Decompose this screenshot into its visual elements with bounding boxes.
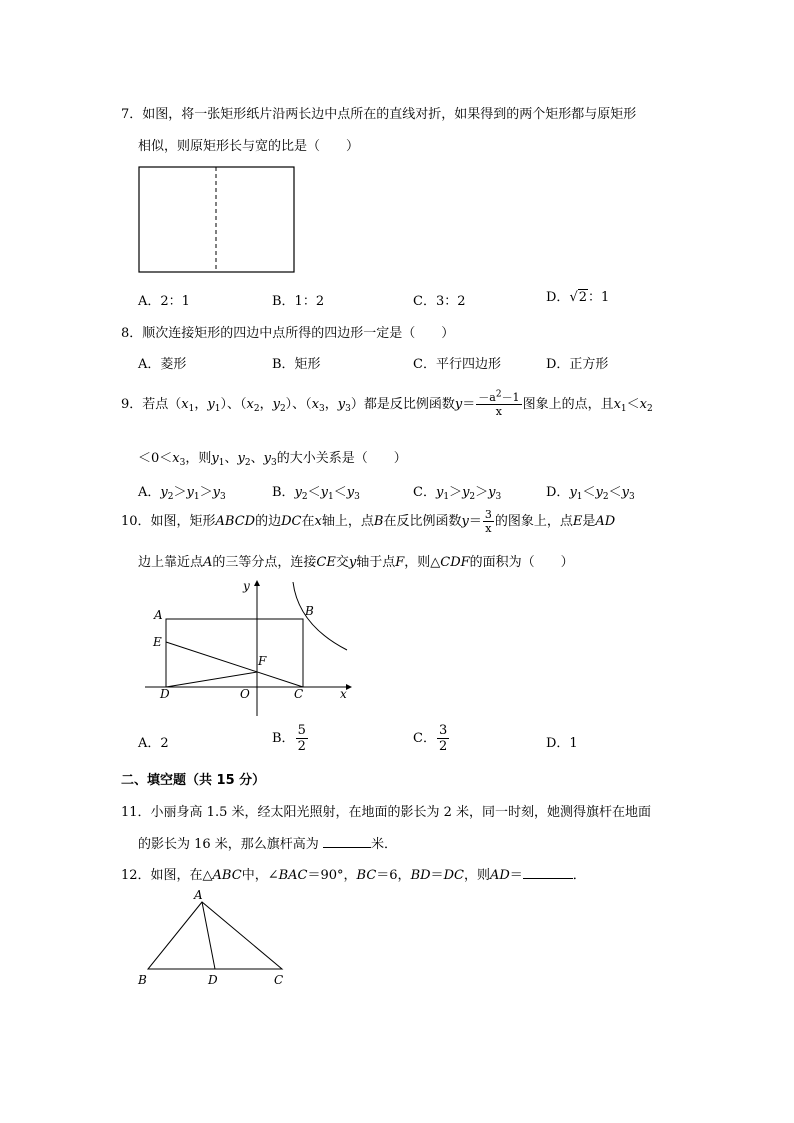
q8-option-b[interactable]: B．矩形 xyxy=(272,357,321,372)
q8-option-a[interactable]: A．菱形 xyxy=(138,357,187,372)
q11-answer-blank[interactable] xyxy=(323,835,371,848)
label-a: A xyxy=(154,608,163,622)
label-b: B xyxy=(138,973,147,987)
q10-option-a[interactable]: A．2 xyxy=(138,736,169,751)
q7-option-d[interactable] xyxy=(546,286,609,305)
q7-option-d-radicand: 2 xyxy=(578,290,588,305)
q10-option-d[interactable]: D．1 xyxy=(546,736,578,751)
label-d: D xyxy=(208,973,218,987)
q7-line1: 7．如图，将一张矩形纸片沿两长边中点所在的直线对折，如果得到的两个矩形都与原矩形 xyxy=(121,107,637,122)
q10-option-c[interactable]: C． $\frac{3}{2}$ xyxy=(413,723,448,754)
label-d: D xyxy=(160,687,170,701)
q7-line2: 相似，则原矩形长与宽的比是（ ） xyxy=(138,139,360,154)
x-axis-arrow xyxy=(346,684,352,690)
q12-figure xyxy=(134,884,294,989)
label-x: x xyxy=(340,687,347,701)
q12-answer-blank[interactable] xyxy=(523,866,573,879)
label-f: F xyxy=(258,654,267,668)
q9-line2: $<0<x_3$，则$y_1$、$y_2$、$y_3$的大小关系是（ ） xyxy=(138,451,407,468)
q10-option-b[interactable]: B． $\frac{5}{2}$ xyxy=(272,723,306,754)
label-a: A xyxy=(194,888,203,902)
triangle-abc xyxy=(148,902,282,969)
segment-df xyxy=(166,672,257,687)
q11-line1: 11．小丽身高 1.5 米，经太阳光照射，在地面的影长为 2 米，同一时刻，她测得旗杆在地面 xyxy=(121,805,652,820)
section-heading-fill-in: 二、填空题（共 15 分） xyxy=(121,773,266,788)
q7-option-a[interactable]: A．2：1 xyxy=(138,294,190,309)
q7-option-c[interactable]: C．3：2 xyxy=(413,294,466,309)
q8-line1: 8．顺次连接矩形的四边中点所得的四边形一定是（ ） xyxy=(121,326,455,341)
q12-line1: 12．如图，在△ABC中，∠BAC＝90°，BC＝6，BD＝DC，则AD＝ ． xyxy=(121,868,586,883)
q7-figure xyxy=(138,166,298,276)
segment-ad xyxy=(202,902,215,969)
segment-ec xyxy=(166,642,303,687)
label-c: C xyxy=(294,687,304,701)
q7-option-b[interactable]: B．1：2 xyxy=(272,294,325,309)
q9-function-fraction: $\frac{-a^2-1}{x}$ xyxy=(478,389,520,418)
q10-figure xyxy=(140,576,360,718)
label-y: y xyxy=(243,579,250,593)
q8-option-d[interactable]: D．正方形 xyxy=(546,357,609,372)
q9-option-d[interactable]: D．$y_1<y_2<y_3$ xyxy=(546,485,635,502)
q10-line2: 边上靠近点A的三等分点，连接CE交y轴于点F，则△CDF的面积为（ ） xyxy=(138,555,574,570)
label-c: C xyxy=(274,973,284,987)
q9-option-b[interactable]: B．$y_2<y_1<y_3$ xyxy=(272,485,360,502)
label-o: O xyxy=(240,687,250,701)
q7-option-d-label: D． xyxy=(546,290,570,305)
sqrt-symbol: √2 xyxy=(569,290,588,305)
y-axis-arrow xyxy=(254,580,260,586)
hyperbola-curve xyxy=(293,582,347,650)
q9-option-c[interactable]: C．$y_1>y_2>y_3$ xyxy=(413,485,502,502)
q9-line1: 9．若点（$x_1$，$y_1$）、（$x_2$，$y_2$）、（$x_3$，$y_3$）都是反比例函数y＝ $\frac{-a^2-1}{x}$ 图象上的点，且$x_1<x_2$ xyxy=(121,389,653,418)
q11-line2: 的影长为 16 米，那么旗杆高为 米． xyxy=(138,837,397,852)
q7-option-d-suffix: ：1 xyxy=(588,290,610,305)
q9-option-a[interactable]: A．$y_2>y_1>y_3$ xyxy=(138,485,226,502)
rectangle-abcd xyxy=(166,619,303,687)
q8-option-c[interactable]: C．平行四边形 xyxy=(413,357,501,372)
label-e: E xyxy=(153,635,162,649)
label-b: B xyxy=(305,604,314,618)
q10-function-fraction: $\frac{3}{x}$ xyxy=(484,508,492,535)
q10-line1: 10．如图，矩形ABCD的边DC在x轴上，点B在反比例函数y＝ $\frac{3}{x}$ 的图象上，点E是AD xyxy=(121,508,616,535)
